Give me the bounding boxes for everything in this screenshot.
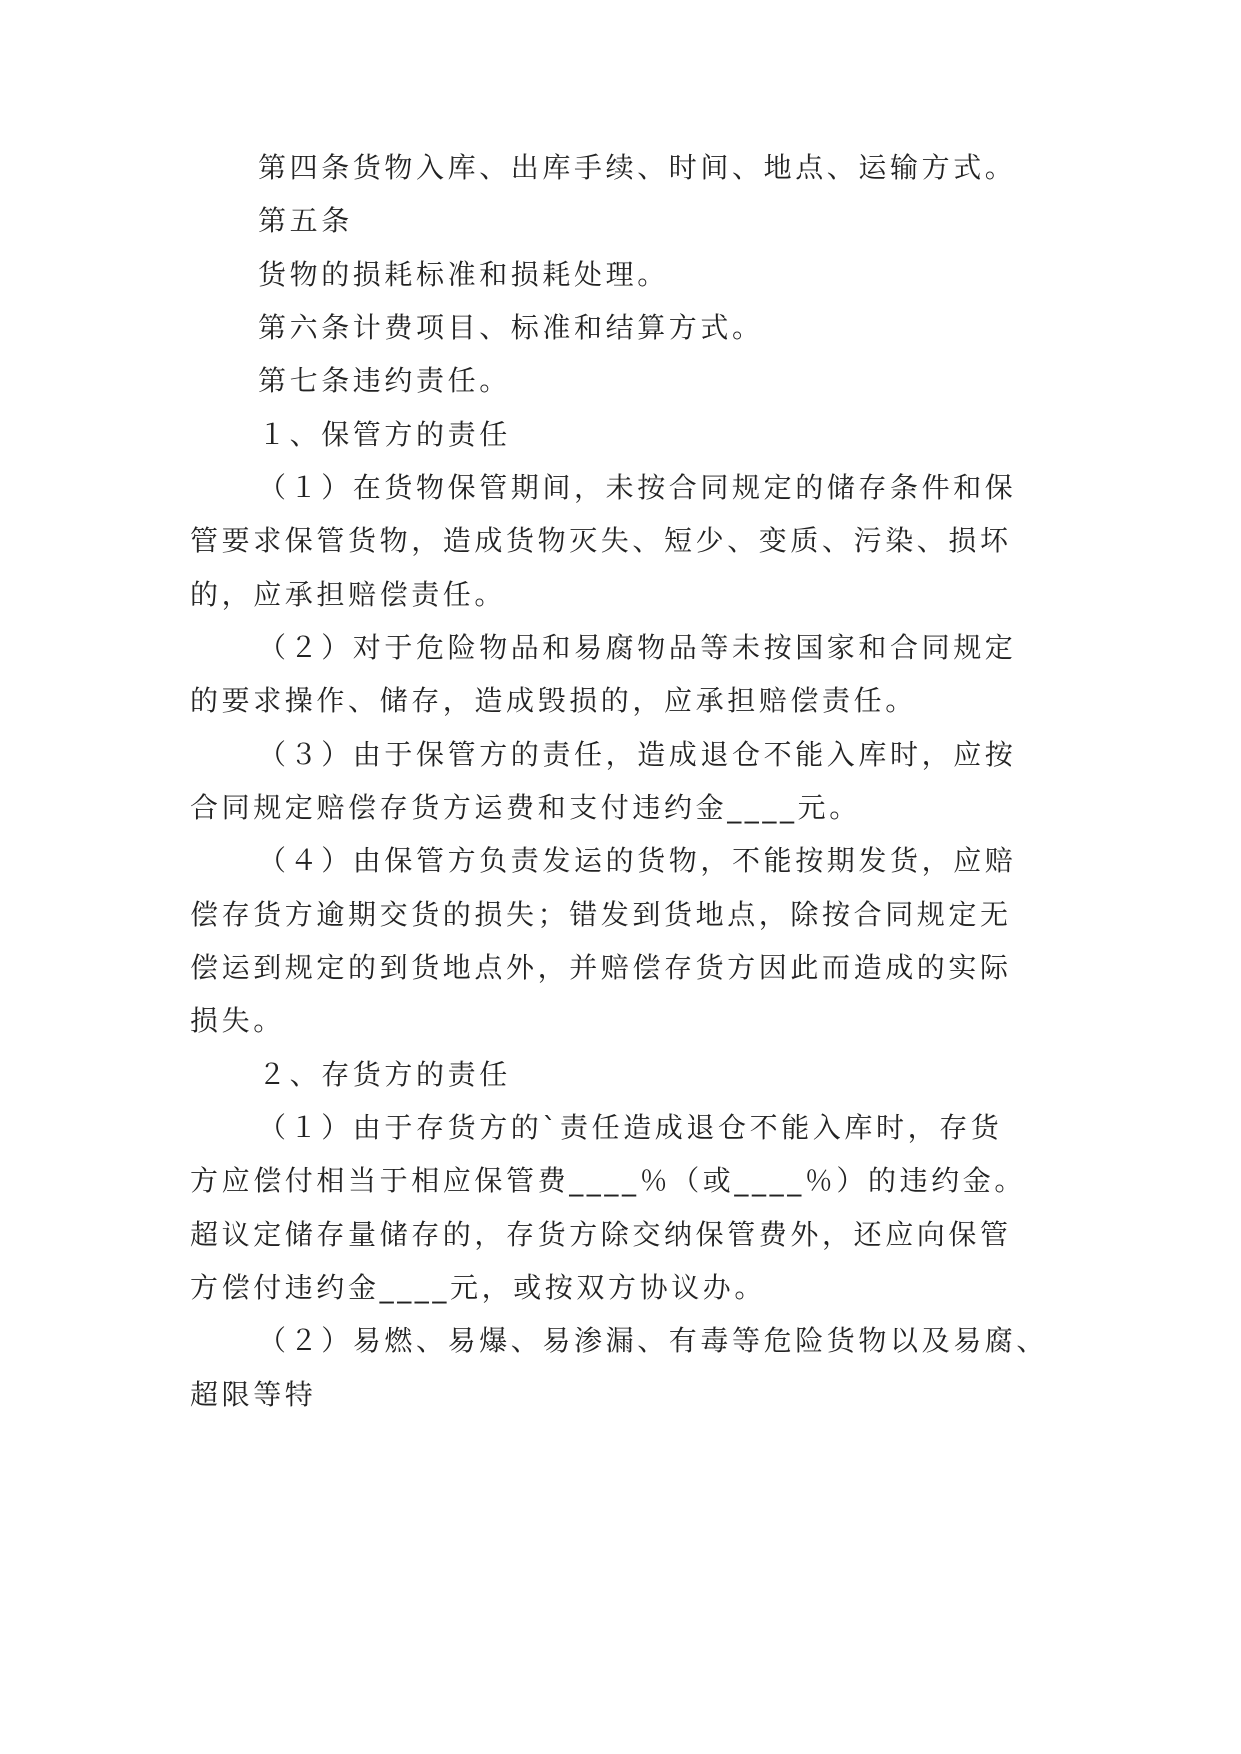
section-2-item-1-line-1: （１）由于存货方的`责任造成退仓不能入库时，存货 (258, 1111, 1003, 1144)
article-6-line: 第六条计费项目、标准和结算方式。 (258, 311, 764, 344)
section-1-item-4-line-4: 损失。 (190, 1004, 285, 1037)
section-1-item-3-line-1: （３）由于保管方的责任，造成退仓不能入库时，应按 (258, 738, 1017, 771)
article-5-heading: 第五条 (258, 204, 353, 237)
section-1-item-2-line-1: （２）对于危险物品和易腐物品等未按国家和合同规定 (258, 631, 1017, 664)
section-2-heading: ２、存货方的责任 (258, 1058, 511, 1091)
section-1-item-2-line-2: 的要求操作、储存，造成毁损的，应承担赔偿责任。 (190, 684, 917, 717)
section-2-item-1-line-3: 超议定储存量储存的，存货方除交纳保管费外，还应向保管 (190, 1218, 1012, 1251)
section-2-item-1-line-2: 方应偿付相当于相应保管费____％（或____％）的违约金。 (190, 1164, 1027, 1197)
section-2-item-2-line-1: （２）易燃、易爆、易渗漏、有毒等危险货物以及易腐、 (258, 1324, 1049, 1357)
section-2-item-1-line-4: 方偿付违约金____元，或按双方协议办。 (190, 1271, 767, 1304)
section-1-item-4-line-1: （４）由保管方负责发运的货物，不能按期发货，应赔 (258, 844, 1017, 877)
section-1-item-4-line-2: 偿存货方逾期交货的损失；错发到货地点，除按合同规定无 (190, 898, 1012, 931)
article-5-text: 货物的损耗标准和损耗处理。 (258, 258, 669, 291)
section-1-item-1-line-1: （１）在货物保管期间，未按合同规定的储存条件和保 (258, 471, 1017, 504)
section-1-item-1-line-3: 的，应承担赔偿责任。 (190, 578, 507, 611)
section-1-item-1-line-2: 管要求保管货物，造成货物灭失、短少、变质、污染、损坏 (190, 524, 1012, 557)
section-1-heading: １、保管方的责任 (258, 418, 511, 451)
article-7-line: 第七条违约责任。 (258, 364, 511, 397)
section-2-item-2-line-2: 超限等特 (190, 1378, 317, 1411)
section-1-item-4-line-3: 偿运到规定的到货地点外，并赔偿存货方因此而造成的实际 (190, 951, 1012, 984)
section-1-item-3-line-2: 合同规定赔偿存货方运费和支付违约金____元。 (190, 791, 861, 824)
article-4-line: 第四条货物入库、出库手续、时间、地点、运输方式。 (258, 151, 1017, 184)
